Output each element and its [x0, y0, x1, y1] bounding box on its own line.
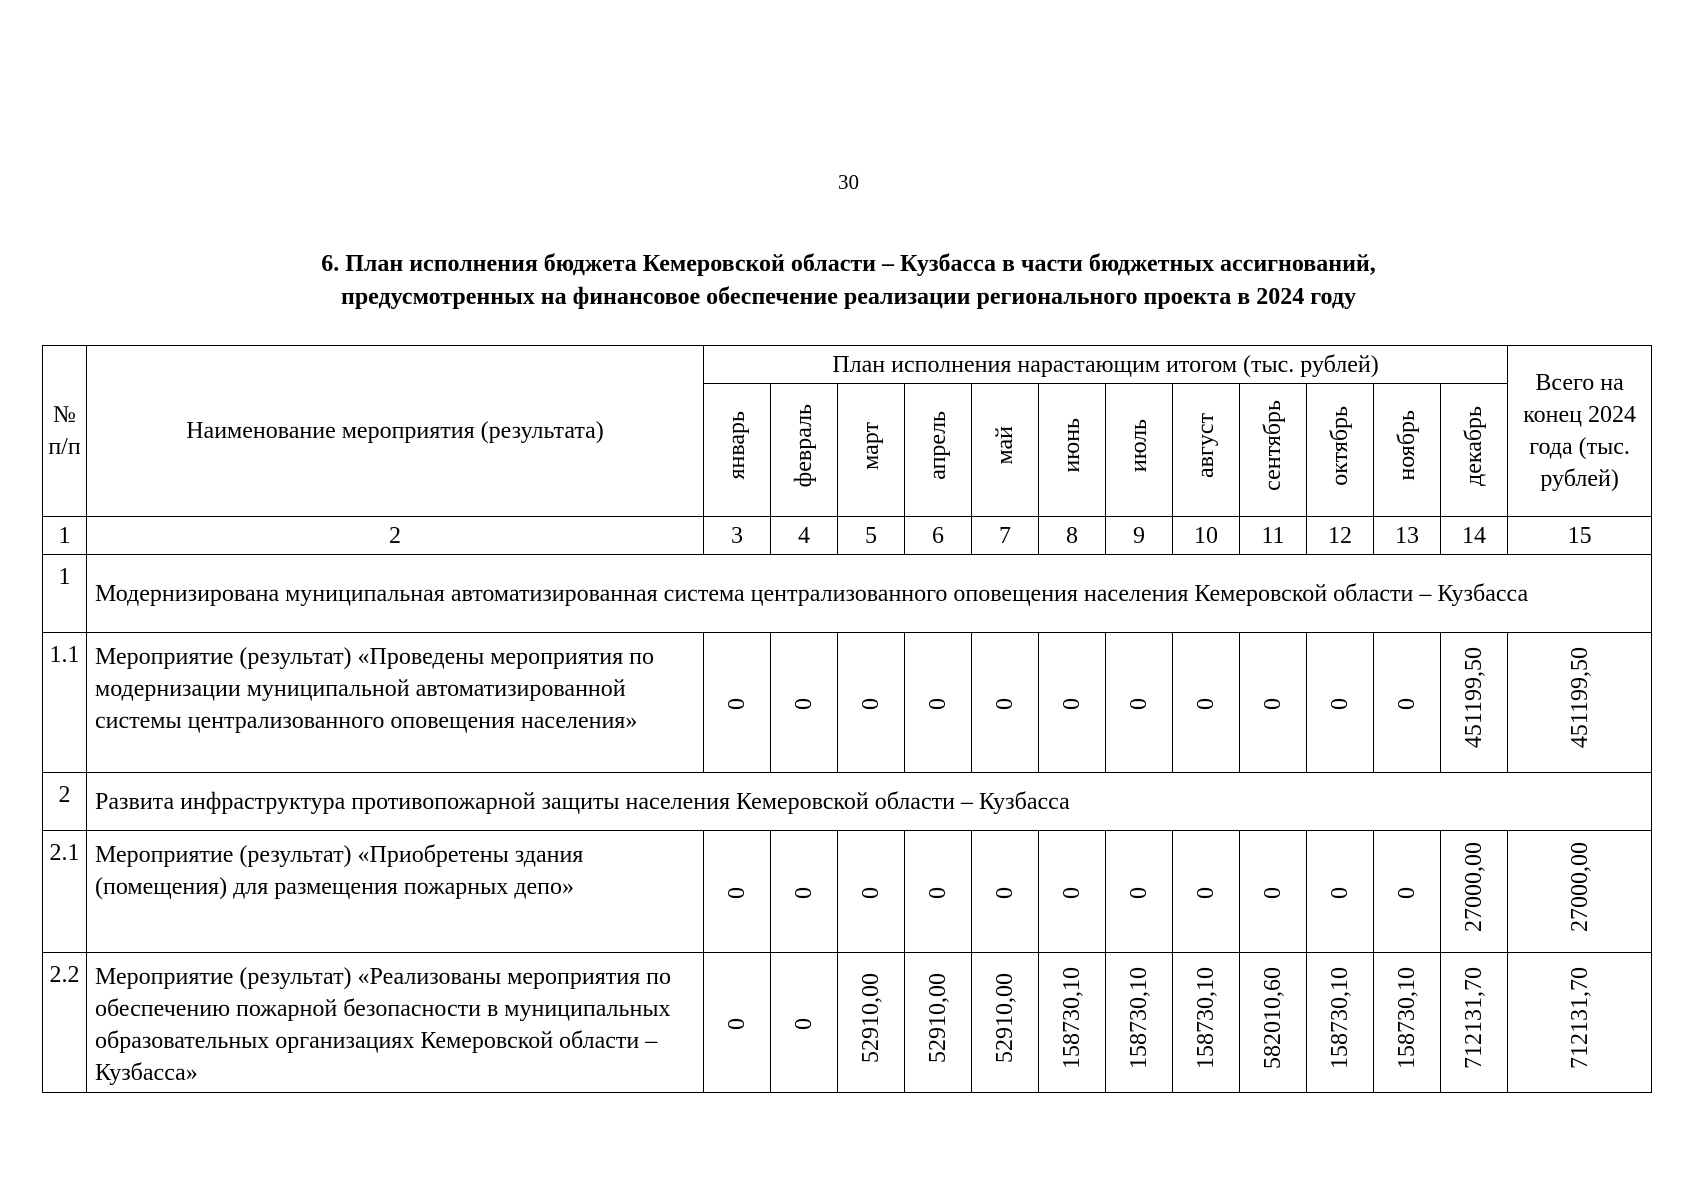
month-label: апрель [925, 411, 951, 480]
month-header-cell [1173, 384, 1240, 517]
header-row-1 [43, 346, 1652, 384]
month-label: ноябрь [1394, 410, 1420, 481]
month-value: 0 [1059, 886, 1085, 899]
month-value-cell [1441, 953, 1508, 1093]
month-value: 158730,10 [1193, 967, 1219, 1069]
column-number-cell: 7 [972, 517, 1039, 555]
total-value-cell [1508, 633, 1652, 773]
month-value-cell [1039, 831, 1106, 953]
month-value: 0 [925, 697, 951, 710]
table-row [43, 831, 1652, 953]
section-row [43, 773, 1652, 831]
row-number: 2.2 [43, 953, 87, 1093]
month-value: 0 [1327, 886, 1353, 899]
title-line-2: предусмотренных на финансовое обеспечение реализации регионального проекта в 2024 году [341, 284, 1356, 310]
month-value: 0 [1193, 886, 1219, 899]
column-number-cell: 10 [1173, 517, 1240, 555]
month-header-cell [1106, 384, 1173, 517]
month-value: 0 [1126, 697, 1152, 710]
month-value-cell [1441, 633, 1508, 773]
month-value-cell [838, 633, 905, 773]
month-value: 0 [992, 886, 1018, 899]
month-value-cell [1307, 633, 1374, 773]
activity-name: Мероприятие (результат) «Реализованы мероприятия по обеспечению пожарной безопасности в муниципальных образовательных организациях Кемеровской области – Кузбасса» [87, 953, 704, 1093]
month-value: 27000,00 [1461, 842, 1488, 932]
month-value-cell [838, 953, 905, 1093]
total-value-cell [1508, 831, 1652, 953]
month-value: 0 [791, 1017, 817, 1030]
total-value: 27000,00 [1566, 842, 1593, 932]
month-header-cell [1240, 384, 1307, 517]
month-label: сентябрь [1260, 400, 1286, 491]
month-label: июнь [1059, 418, 1085, 473]
month-value: 0 [1260, 886, 1286, 899]
month-header-cell [1307, 384, 1374, 517]
month-value: 52910,00 [992, 973, 1018, 1063]
month-value: 0 [1394, 697, 1420, 710]
month-value-cell [1173, 831, 1240, 953]
section-title: Развита инфраструктура противопожарной защиты населения Кемеровской области – Кузбасса [87, 773, 1652, 831]
month-value: 0 [992, 697, 1018, 710]
month-value: 0 [1126, 886, 1152, 899]
month-value-cell [704, 953, 771, 1093]
section-row [43, 555, 1652, 633]
month-value-cell [1307, 831, 1374, 953]
month-value-cell [1106, 831, 1173, 953]
month-value: 0 [724, 697, 750, 710]
month-value: 0 [858, 697, 884, 710]
column-numbers-row [43, 517, 1652, 555]
column-number-cell: 6 [905, 517, 972, 555]
header-name-cell: Наименование мероприятия (результата) [87, 346, 704, 517]
month-header-cell [1441, 384, 1508, 517]
table-row [43, 953, 1652, 1093]
budget-plan-table [42, 345, 1652, 1093]
month-label: июль [1126, 418, 1152, 473]
month-label: март [858, 421, 884, 470]
total-value: 712131,70 [1566, 967, 1593, 1069]
month-value-cell [838, 831, 905, 953]
month-value-cell [905, 633, 972, 773]
month-header-cell [771, 384, 838, 517]
month-value-cell [704, 633, 771, 773]
month-value-cell [1173, 633, 1240, 773]
month-value: 451199,50 [1461, 647, 1488, 749]
month-value: 0 [1059, 697, 1085, 710]
row-number: 2.1 [43, 831, 87, 953]
month-value: 158730,10 [1327, 967, 1353, 1069]
month-value: 0 [1394, 886, 1420, 899]
month-value-cell [1240, 831, 1307, 953]
month-value: 0 [791, 697, 817, 710]
row-number: 1 [43, 555, 87, 633]
month-label: февраль [791, 403, 817, 488]
month-value-cell [771, 831, 838, 953]
month-value-cell [905, 953, 972, 1093]
month-value-cell [1106, 633, 1173, 773]
document-title [0, 248, 1697, 314]
header-plan-group-cell: План исполнения нарастающим итогом (тыс. рублей) [704, 346, 1508, 384]
column-number-cell: 5 [838, 517, 905, 555]
month-value: 158730,10 [1394, 967, 1420, 1069]
month-label: декабрь [1461, 405, 1488, 486]
month-header-cell [704, 384, 771, 517]
month-value: 52910,00 [925, 973, 951, 1063]
month-value: 52910,00 [858, 973, 884, 1063]
header-num-cell: № п/п [43, 346, 87, 517]
month-value: 0 [1260, 697, 1286, 710]
month-value-cell [1173, 953, 1240, 1093]
column-number-cell: 11 [1240, 517, 1307, 555]
total-value-cell [1508, 953, 1652, 1093]
month-value: 0 [858, 886, 884, 899]
month-value-cell [771, 633, 838, 773]
month-value: 582010,60 [1260, 967, 1286, 1069]
month-value-cell [771, 953, 838, 1093]
month-value-cell [1039, 953, 1106, 1093]
month-value-cell [905, 831, 972, 953]
column-number-cell: 3 [704, 517, 771, 555]
column-number-cell: 15 [1508, 517, 1652, 555]
month-header-cell [972, 384, 1039, 517]
page-number: 30 [838, 170, 859, 194]
total-value: 451199,50 [1566, 647, 1593, 749]
month-value-cell [1240, 633, 1307, 773]
month-value-cell [1307, 953, 1374, 1093]
month-value: 0 [791, 886, 817, 899]
month-value-cell [972, 831, 1039, 953]
month-label: август [1193, 413, 1219, 478]
month-value: 0 [724, 886, 750, 899]
title-line-1: 6. План исполнения бюджета Кемеровской области – Кузбасса в части бюджетных ассигнований, [321, 251, 1376, 277]
column-number-cell: 1 [43, 517, 87, 555]
month-value-cell [704, 831, 771, 953]
section-title: Модернизирована муниципальная автоматизированная система централизованного оповещения населения Кемеровской области – Кузбасса [87, 555, 1652, 633]
month-value: 0 [724, 1017, 750, 1030]
month-value: 158730,10 [1126, 967, 1152, 1069]
month-label: январь [724, 411, 750, 480]
table-row [43, 633, 1652, 773]
month-value: 0 [1193, 697, 1219, 710]
month-value-cell [972, 633, 1039, 773]
month-label: май [992, 426, 1018, 465]
month-value: 712131,70 [1461, 967, 1488, 1069]
month-value-cell [1441, 831, 1508, 953]
month-value-cell [1374, 953, 1441, 1093]
column-number-cell: 2 [87, 517, 704, 555]
month-value-cell [972, 953, 1039, 1093]
activity-name: Мероприятие (результат) «Проведены мероприятия по модернизации муниципальной автоматизированной системы централизованного оповещения населения» [87, 633, 704, 773]
month-value: 158730,10 [1059, 967, 1085, 1069]
column-number-cell: 13 [1374, 517, 1441, 555]
month-value-cell [1039, 633, 1106, 773]
month-value-cell [1374, 633, 1441, 773]
header-total-cell: Всего на конец 2024 года (тыс. рублей) [1508, 346, 1652, 517]
column-number-cell: 4 [771, 517, 838, 555]
month-header-cell [1374, 384, 1441, 517]
column-number-cell: 9 [1106, 517, 1173, 555]
column-number-cell: 14 [1441, 517, 1508, 555]
month-value: 0 [1327, 697, 1353, 710]
activity-name: Мероприятие (результат) «Приобретены здания (помещения) для размещения пожарных депо» [87, 831, 704, 953]
row-number: 2 [43, 773, 87, 831]
month-header-cell [838, 384, 905, 517]
column-number-cell: 12 [1307, 517, 1374, 555]
column-number-cell: 8 [1039, 517, 1106, 555]
row-number: 1.1 [43, 633, 87, 773]
month-header-cell [905, 384, 972, 517]
month-value-cell [1240, 953, 1307, 1093]
month-value: 0 [925, 886, 951, 899]
month-label: октябрь [1327, 405, 1353, 486]
month-header-cell [1039, 384, 1106, 517]
month-value-cell [1374, 831, 1441, 953]
month-value-cell [1106, 953, 1173, 1093]
